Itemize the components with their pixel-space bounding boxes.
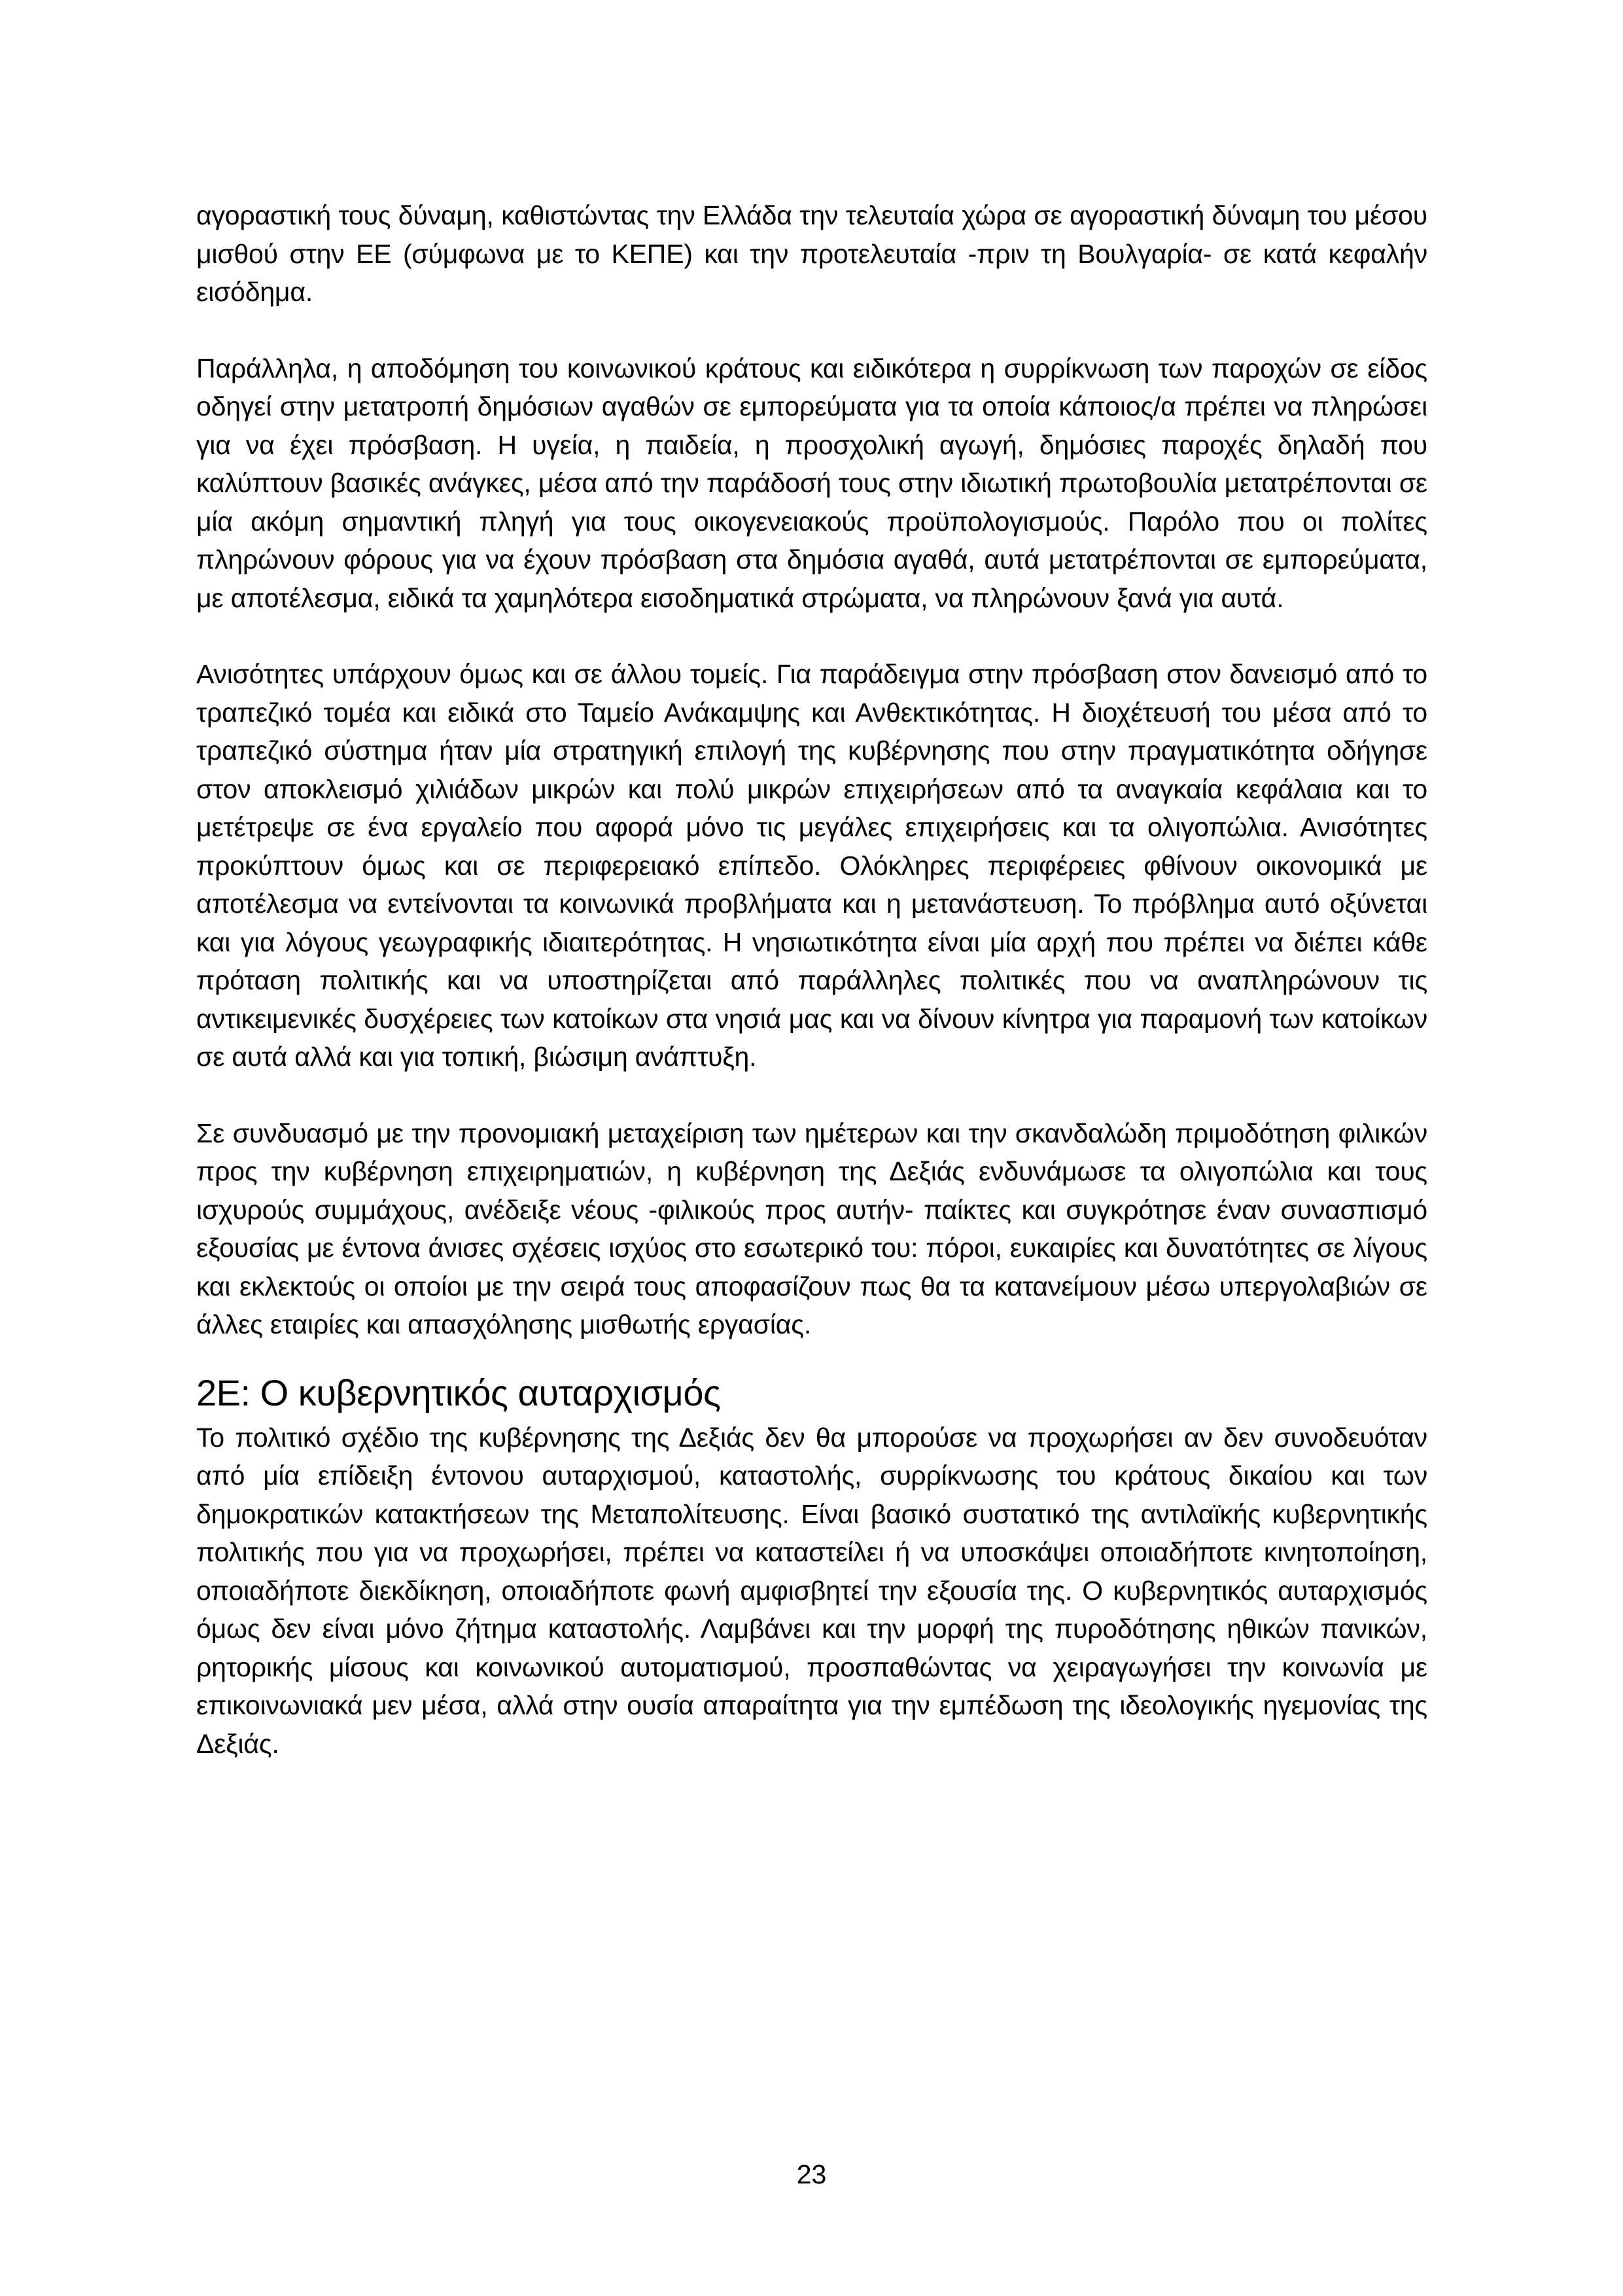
page-number: 23 (796, 2159, 827, 2189)
paragraph-welfare-state: Παράλληλα, η αποδόμηση του κοινωνικού κράτους και ειδικότερα η συρρίκνωση των παροχών σε είδος οδηγεί στην μετατροπή δημόσιων αγαθών σε εμπορεύματα για τα οποία κάποιος/α πρέπει να πληρώσει για να έχει πρόσβαση. Η υγεία, η παιδεία, η προσχολική αγωγή, δημόσιες παροχές δηλαδή που καλύπτουν βασικές ανάγκες, μέσα από την παράδοσή τους στην ιδιωτική πρωτοβουλία μετατρέπονται σε μία ακόμη σημαντική πληγή για τους οικογενειακούς προϋπολογισμούς. Παρόλο που οι πολίτες πληρώνουν φόρους για να έχουν πρόσβαση στα δημόσια αγαθά, αυτά μετατρέπονται σε εμπορεύματα, με αποτέλεσμα, ειδικά τα χαμηλότερα εισοδηματικά στρώματα, να πληρώνουν ξανά για αυτά. (196, 353, 1427, 613)
document-page (196, 196, 1427, 1801)
paragraph-authoritarianism: Το πολιτικό σχέδιο της κυβέρνησης της Δεξιάς δεν θα μπορούσε να προχωρήσει αν δεν συνοδευόταν από μία επίδειξη έντονου αυταρχισμού, καταστολής, συρρίκνωσης του κράτους δικαίου και των δημοκρατικών κατακτήσεων της Μεταπολίτευσης. Είναι βασικό συστατικό της αντιλαϊκής κυβερνητικής πολιτικής που για να προχωρήσει, πρέπει να καταστείλει ή να υποσκάψει οποιαδήποτε κινητοποίηση, οποιαδήποτε διεκδίκηση, οποιαδήποτε φωνή αμφισβητεί την εξουσία της. Ο κυβερνητικός αυταρχισμός όμως δεν είναι μόνο ζήτημα καταστολής. Λαμβάνει και την μορφή της πυροδότησης ηθικών πανικών, ρητορικής μίσους και κοινωνικού αυτοματισμού, προσπαθώντας να χειραγωγήσει την κοινωνία με επικοινωνιακά μεν μέσα, αλλά στην ουσία απαραίτητα για την εμπέδωση της ιδεολογικής ηγεμονίας της Δεξιάς. (196, 1422, 1427, 1759)
paragraph-oligopolies: Σε συνδυασμό με την προνομιακή μεταχείριση των ημέτερων και την σκανδαλώδη πριμοδότηση φιλικών προς την κυβέρνηση επιχειρηματιών, η κυβέρνηση της Δεξιάς ενδυνάμωσε τα ολιγοπώλια και τους ισχυρούς συμμάχους, ανέδειξε νέους -φιλικούς προς αυτήν- παίκτες και συγκρότησε έναν συνασπισμό εξουσίας με έντονα άνισες σχέσεις ισχύος στο εσωτερικό του: πόροι, ευκαιρίες και δυνατότητες σε λίγους και εκλεκτούς οι οποίοι με την σειρά τους αποφασίζουν πως θα τα κατανείμουν μέσω υπεργολαβιών σε άλλες εταιρίες και απασχόλησης μισθωτής εργασίας. (196, 1118, 1427, 1339)
paragraph-purchasing-power: αγοραστική τους δύναμη, καθιστώντας την Ελλάδα την τελευταία χώρα σε αγοραστική δύναμη του μέσου μισθού στην ΕΕ (σύμφωνα με το ΚΕΠΕ) και την προτελευταία -πριν τη Βουλγαρία- σε κατά κεφαλήν εισόδημα. (196, 200, 1427, 307)
section-heading: 2Ε: Ο κυβερνητικός αυταρχισμός (196, 1371, 721, 1413)
paragraph-inequalities: Ανισότητες υπάρχουν όμως και σε άλλου τομείς. Για παράδειγμα στην πρόσβαση στον δανεισμό από το τραπεζικό τομέα και ειδικά στο Ταμείο Ανάκαμψης και Ανθεκτικότητας. Η διοχέτευσή του μέσα από το τραπεζικό σύστημα ήταν μία στρατηγική επιλογή της κυβέρνησης που στην πραγματικότητα οδήγησε στον αποκλεισμό χιλιάδων μικρών και πολύ μικρών επιχειρήσεων από τα αναγκαία κεφάλαια και το μετέτρεψε σε ένα εργαλείο που αφορά μόνο τις μεγάλες επιχειρήσεις και τα ολιγοπώλια. Ανισότητες προκύπτουν όμως και σε περιφερειακό επίπεδο. Ολόκληρες περιφέρειες φθίνουν οικονομικά με αποτέλεσμα να εντείνονται τα κοινωνικά προβλήματα και η μετανάστευση. Το πρόβλημα αυτό οξύνεται και για λόγους γεωγραφικής ιδιαιτερότητας. Η νησιωτικότητα είναι μία αρχή που πρέπει να διέπει κάθε πρόταση πολιτικής και να υποστηρίζεται από παράλληλες πολιτικές που να αναπληρώνουν τις αντικειμενικές δυσχέρειες των κατοίκων στα νησιά μας και να δίνουν κίνητρα για παραμονή των κατοίκων σε αυτά αλλά και για τοπική, βιώσιμη ανάπτυξη. (196, 659, 1427, 1072)
